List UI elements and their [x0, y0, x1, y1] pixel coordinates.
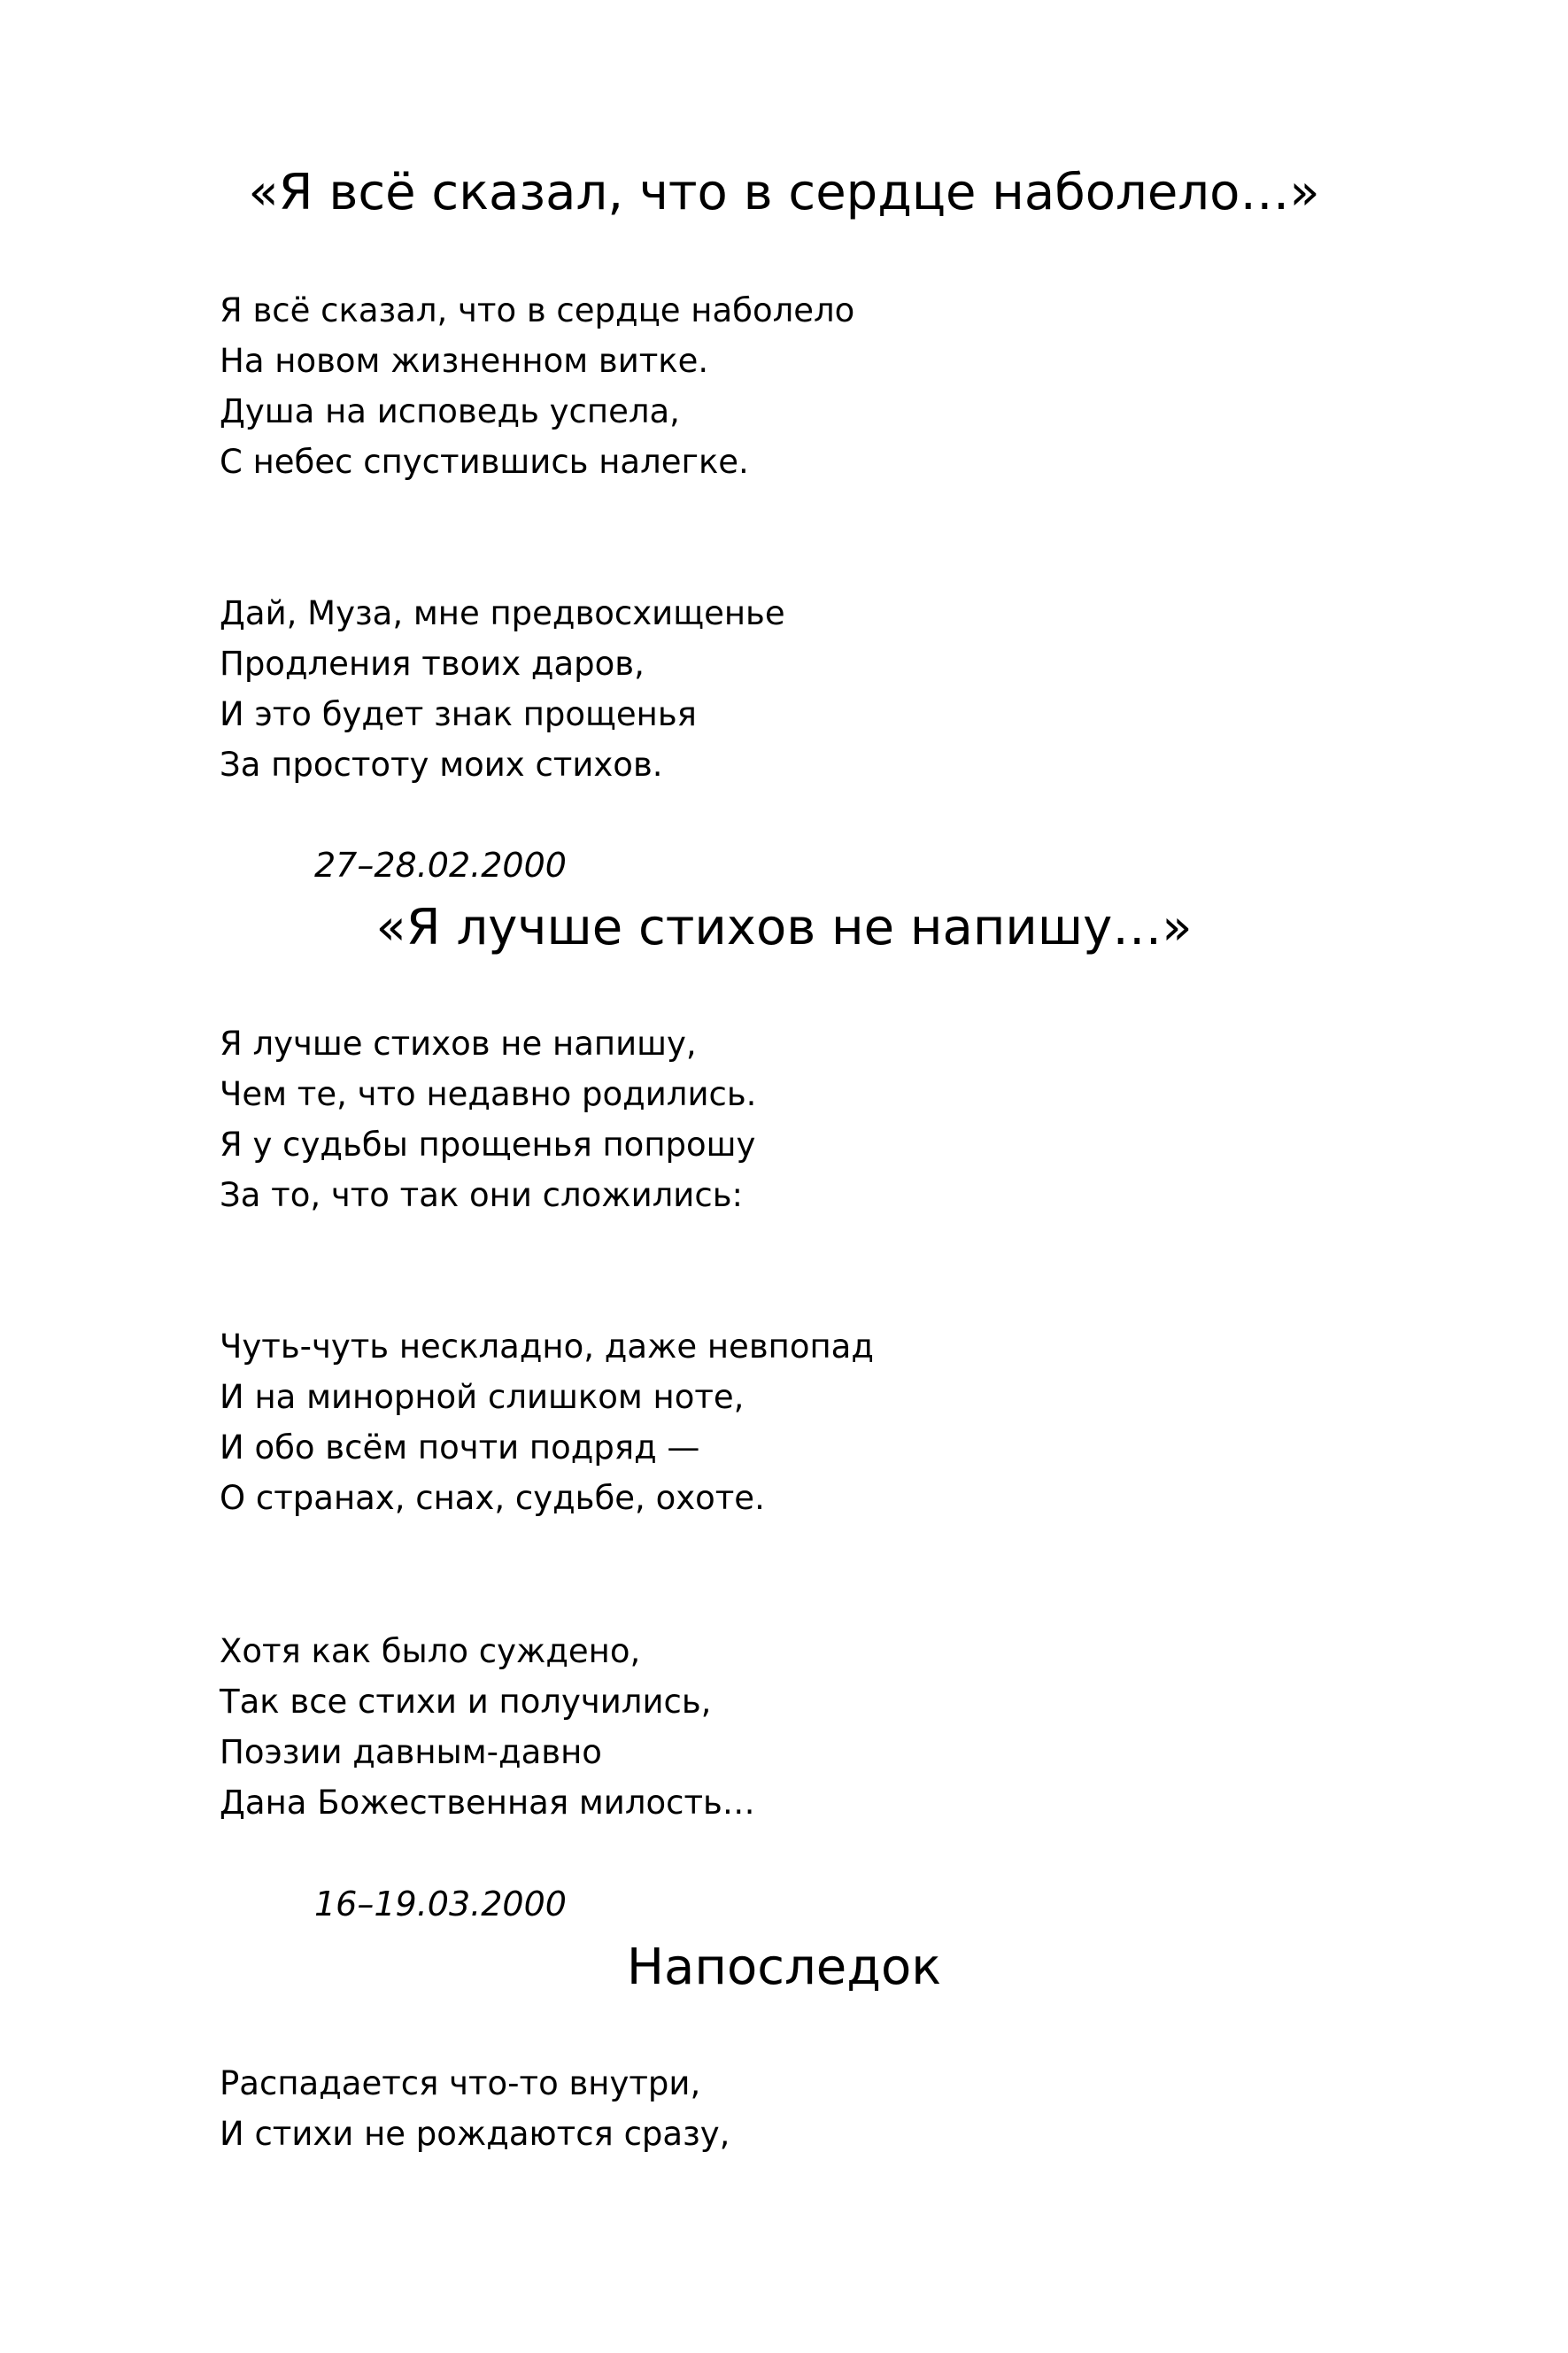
- poem-line: И стихи не рождаются сразу,: [220, 2115, 730, 2153]
- poem-line: И это будет знак прощенья: [220, 695, 697, 733]
- stanza: [220, 1626, 755, 1828]
- poem-line: Дай, Муза, мне предвосхищенье: [220, 594, 785, 632]
- poem-line: Дана Божественная милость…: [220, 1784, 755, 1822]
- poem-line: За простоту моих стихов.: [220, 746, 663, 784]
- poem-line: Хотя как было суждено,: [220, 1632, 641, 1670]
- poem-line: Я у судьбы прощенья попрошу: [220, 1126, 756, 1164]
- poem-line: Распадается что-то внутри,: [220, 2064, 701, 2102]
- poem-title: «Я всё сказал, что в сердце наболело…»: [248, 164, 1320, 221]
- poem-date: 16–19.03.2000: [314, 1885, 567, 1923]
- poem-line: Поэзии давным-давно: [220, 1733, 602, 1771]
- poem-title: Напоследок: [626, 1939, 942, 1996]
- poem-date: 27–28.02.2000: [314, 846, 567, 885]
- stanza: [220, 2058, 730, 2159]
- poem-line: Продления твоих даров,: [220, 645, 645, 683]
- poem-line: Я всё сказал, что в сердце наболело: [220, 291, 855, 329]
- stanza: [220, 588, 785, 790]
- stanza: [220, 1018, 756, 1220]
- poem-line: Чем те, что недавно родились.: [220, 1075, 757, 1113]
- poem-title: «Я лучше стихов не напишу…»: [375, 899, 1193, 956]
- poem-line: Я лучше стихов не напишу,: [220, 1025, 697, 1063]
- poem-line: Чуть-чуть нескладно, даже невпопад: [220, 1327, 874, 1366]
- poem-line: О странах, снах, судьбе, охоте.: [220, 1479, 765, 1517]
- stanza: [220, 1321, 874, 1523]
- stanza: [220, 285, 854, 487]
- poem-line: И на минорной слишком ноте,: [220, 1378, 745, 1416]
- poem-line: С небес спустившись налегке.: [220, 443, 749, 481]
- poem-line: На новом жизненном витке.: [220, 342, 709, 380]
- poem-line: Так все стихи и получились,: [220, 1683, 712, 1721]
- poem-line: За то, что так они сложились:: [220, 1176, 743, 1214]
- poem-line: Душа на исповедь успела,: [220, 392, 680, 430]
- poem-line: И обо всём почти подряд —: [220, 1428, 700, 1467]
